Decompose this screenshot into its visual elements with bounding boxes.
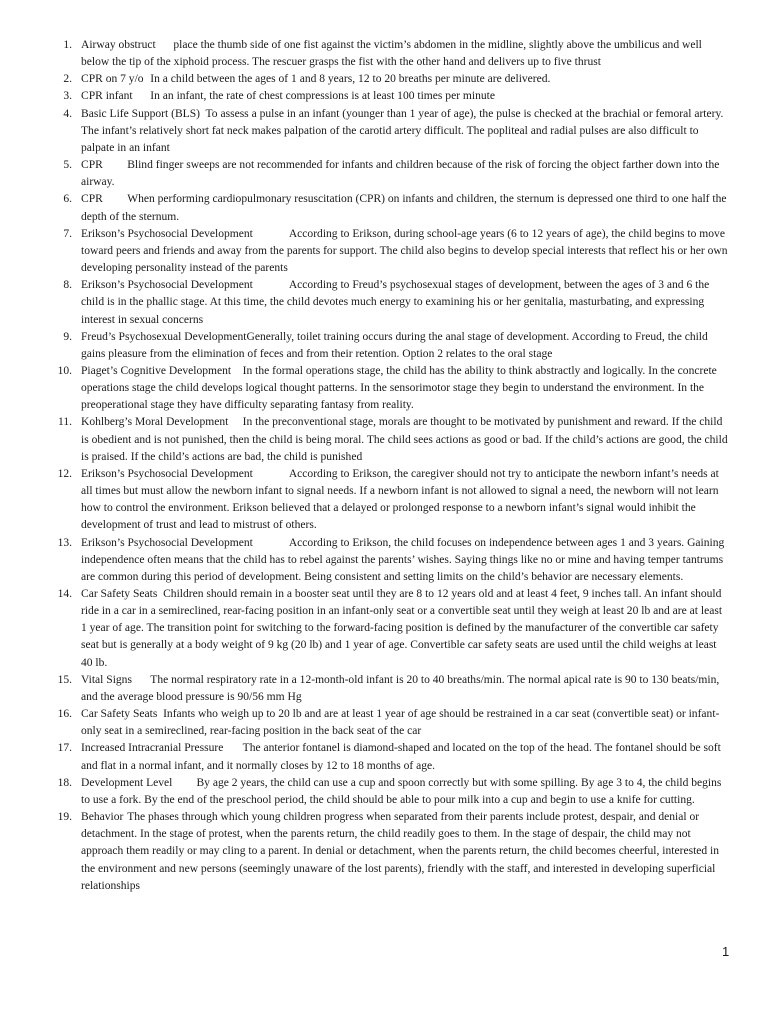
list-item-text: Kohlberg’s Moral Development In the preconventional stage, morals are thought to be motivated by punishment and reward. If the child is obedient and is not punished, then the child is being moral. The child sees actions as good or bad. If the child’s actions are good, the child is praised. If the child’s actions are bad, the child is punished: [81, 416, 731, 463]
list-item: [46, 329, 730, 363]
list-item-number: 8.: [63, 279, 72, 292]
list-item-number: 19.: [57, 811, 72, 824]
list-item-text: CPR When performing cardiopulmonary resuscitation (CPR) on infants and children, the sternum is depressed one third to one half the depth of the sternum.: [81, 193, 730, 223]
list-item-number: 2.: [63, 73, 72, 86]
list-item-text: CPR Blind finger sweeps are not recommended for infants and children because of the risk of forcing the object farther down into the airway.: [81, 159, 723, 189]
list-item-number: 11.: [57, 416, 72, 429]
list-item: [46, 37, 730, 71]
list-item-text: CPR on 7 y/o In a child between the ages of 1 and 8 years, 12 to 20 breaths per minute are delivered.: [81, 73, 551, 86]
list-item-text: Freud’s Psychosexual DevelopmentGenerally, toilet training occurs during the anal stage of development. According to Freud, the child gains pleasure from the elimination of feces and from their retention. Option 2 relates to the oral stage: [81, 330, 711, 360]
page-number: 1: [722, 944, 730, 959]
list-item-text: Behavior The phases through which young children progress when separated from their parents include protest, despair, and denial or detachment. In the stage of protest, when the parents return, the child readily goes to them. In the stage of despair, the child may not approach them readily or may cling to a parent. In denial or detachment, when the parents return, the child becomes cheerful, interested in the environment and new persons (seemingly unaware of the lost parents), friendly with the staff, and interested in developing superficial relationships: [81, 811, 722, 892]
list-item: [46, 706, 730, 740]
list-item-number: 14.: [57, 588, 72, 600]
list-item-number: 16.: [57, 708, 72, 721]
list-item-text: Erikson’s Psychosocial Development According to Freud’s psychosexual stages of development, between the ages of 3 and 6 the child is in the phallic stage. At this time, the child devotes much energy to examining his or her genitalia, masturbating, and expressing interest in sexual concerns: [81, 279, 713, 326]
list-item-number: 6.: [63, 193, 72, 206]
list-item-text: Basic Life Support (BLS) To assess a pulse in an infant (younger than 1 year of age), the pulse is checked at the brachial or femoral artery. The infant’s relatively short fat neck makes palpation of the carotid artery difficult. The popliteal and radial pulses are also difficult to palpate in an infant: [81, 107, 727, 154]
numbered-list: [46, 37, 730, 895]
list-item-text: Erikson’s Psychosocial Development According to Erikson, the child focuses on independence between ages 1 and 3 years. Gaining independence often means that the child has to rebel against the parents’ wishes. Saying things like no or mine and having temper tantrums are common during this period of development. Being consistent and setting limits on the child’s behavior are necessary elements.: [81, 536, 728, 583]
list-item: [46, 191, 730, 225]
list-item: [46, 363, 730, 414]
list-item: [46, 740, 730, 774]
list-item-number: 15.: [57, 673, 72, 686]
list-item: [46, 466, 730, 535]
list-item: [46, 88, 730, 105]
list-item: [46, 277, 730, 328]
list-item: [46, 106, 730, 157]
list-item-text: Erikson’s Psychosocial Development According to Erikson, during school-age years (6 to 12 years of age), the child begins to move toward peers and friends and away from the parents for support. The child also begins to develop special interests that reflect his or her own developing personality instead of the parents: [81, 227, 731, 275]
list-item-text: Car Safety Seats Infants who weigh up to 20 lb and are at least 1 year of age should be restrained in a car seat (convertible seat) or infant-only seat in a semireclined, rear-facing position in the back seat of the car: [81, 708, 720, 738]
list-item-number: 4.: [63, 107, 72, 120]
list-item-number: 5.: [63, 159, 72, 172]
list-item: [46, 775, 730, 809]
list-item-text: Airway obstruct place the thumb side of one fist against the victim’s abdomen in the midline, slightly above the umbilicus and well below the tip of the xiphoid process. The rescuer grasps the fist with the other hand and delivers up to five thrust: [81, 39, 705, 69]
list-item-number: 7.: [63, 227, 72, 240]
list-item-text: Vital Signs The normal respiratory rate in a 12-month-old infant is 20 to 40 breaths/min. The normal apical rate is 90 to 130 beats/min, and the average blood pressure is 90/56 mm Hg: [81, 673, 723, 703]
list-item: [46, 672, 730, 706]
list-item: [46, 535, 730, 586]
list-item: [46, 71, 730, 88]
list-item-number: 10.: [57, 364, 72, 377]
list-item-text: Piaget’s Cognitive Development In the formal operations stage, the child has the ability to think abstractly and logically. In the concrete operations stage the child develops logical thought patterns. In the sensorimotor stage they begin to understand the environment. In the preoperational stage they have difficulty separating fantasy from reality.: [81, 364, 720, 412]
list-item-number: 1.: [63, 39, 72, 51]
list-item: [46, 226, 730, 277]
list-item-text: Development Level By age 2 years, the child can use a cup and spoon correctly but with some spilling. By age 3 to 4, the child begins to use a fork. By the end of the preschool period, the child should be able to pour milk into a cup and begin to use a knife for cutting.: [81, 776, 725, 806]
list-item-number: 17.: [57, 742, 72, 755]
list-item-number: 18.: [57, 776, 72, 789]
list-item-number: 13.: [57, 536, 72, 549]
list-item-text: Car Safety Seats Children should remain in a booster seat until they are 8 to 12 years old and at least 4 feet, 9 inches tall. An infant should ride in a car in a semireclined, rear-facing position in an infant-only seat or a convertible seat until they weigh at least 20 lb and are at least 1 year of age. The transition point for switching to the forward-facing position is defined by the manufacturer of the convertible car safety seat but is generally at a body weight of 9 kg (20 lb) and 1 year of age. Convertible car safety seats are used until the child weighs at least 40 lb.: [81, 588, 725, 669]
list-item-text: CPR infant In an infant, the rate of chest compressions is at least 100 times per minute: [81, 90, 495, 103]
list-item-text: Increased Intracranial Pressure The anterior fontanel is diamond-shaped and located on the top of the head. The fontanel should be soft and flat in a normal infant, and it normally closes by 12 to 18 months of age.: [81, 742, 724, 772]
list-item-text: Erikson’s Psychosocial Development According to Erikson, the caregiver should not try to anticipate the newborn infant’s needs at all times but must allow the newborn infant to signal needs. If a newborn infant is not allowed to signal a need, the newborn will not learn how to control the environment. Erikson believed that a delayed or prolonged response to a newborn infant’s signal would inhibit the development of trust and lead to mistrust of others.: [81, 467, 722, 532]
list-item: [46, 586, 730, 672]
list-item: [46, 414, 730, 465]
list-item-number: 9.: [63, 330, 72, 343]
list-item-number: 12.: [57, 467, 72, 480]
list-item-number: 3.: [63, 90, 72, 103]
list-item: [46, 809, 730, 895]
list-item: [46, 157, 730, 191]
